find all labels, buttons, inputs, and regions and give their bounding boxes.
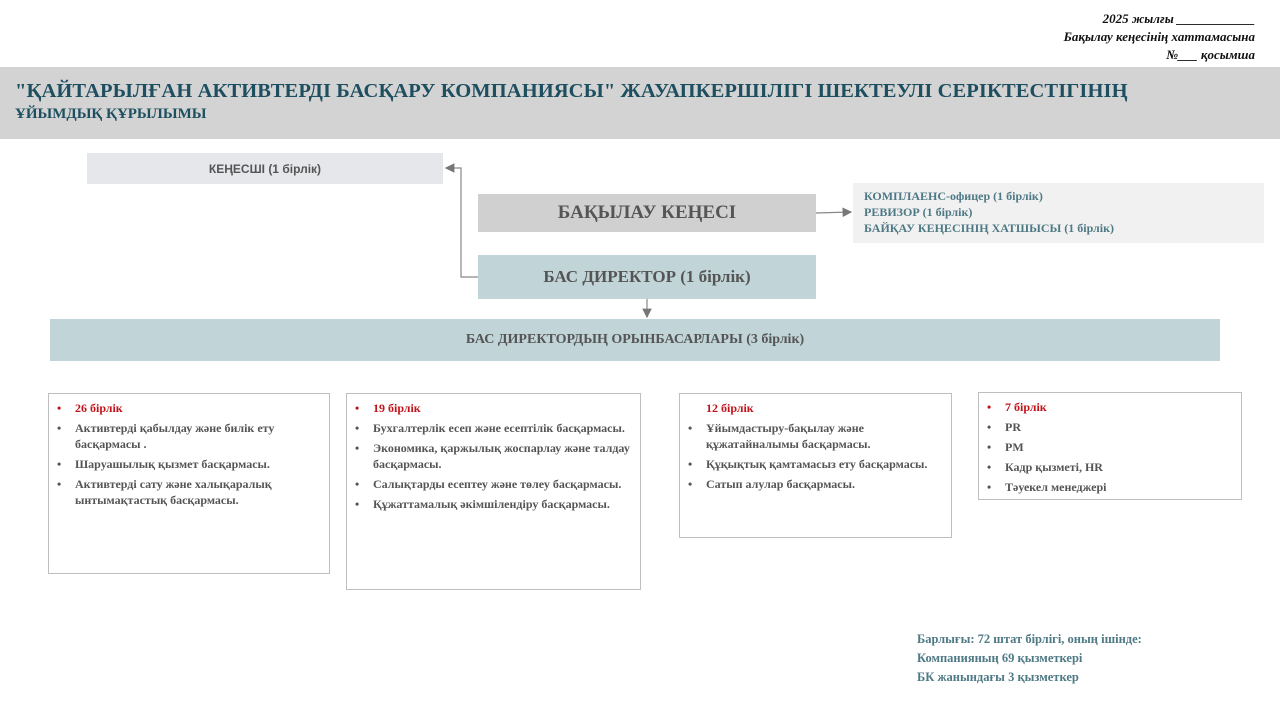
department-4-count: • 7 бірлік (987, 399, 1233, 415)
approval-note-protocol: Бақылау кеңесінің хаттамасына (1063, 29, 1255, 44)
department-box-4 (978, 392, 1242, 500)
board-members-box (853, 183, 1264, 243)
department-2-unit: • Бухгалтерлік есеп және есептілік басқармасы. (355, 420, 632, 436)
department-3-count: 12 бірлік (706, 401, 754, 415)
department-4-unit: • Тәуекел менеджері (987, 479, 1233, 495)
board-to-members-connector (816, 212, 851, 213)
department-2-unit: • Салықтарды есептеу және төлеу басқармасы. (355, 476, 632, 492)
approval-note-date: 2025 жылғы ____________ (1102, 11, 1255, 26)
staff-total-line: Барлығы: 72 штат бірлігі, оның ішінде: (917, 632, 1142, 646)
staff-company-line: Компанияның 69 қызметкері (917, 651, 1083, 665)
department-box-2 (346, 393, 641, 590)
department-3-unit: • Ұйымдастыру-бақылау және құжатайналымы басқармасы. (688, 420, 943, 452)
department-1-unit: • Активтерді қабылдау және билік ету басқармасы . (57, 420, 321, 452)
deputies-box: БАС ДИРЕКТОРДЫҢ ОРЫНБАСАРЛАРЫ (3 бірлік) (50, 319, 1220, 361)
ceo-box: БАС ДИРЕКТОР (1 бірлік) (478, 255, 816, 299)
department-4-unit: • PM (987, 439, 1233, 455)
compliance-officer: КОМПЛАЕНС-офицер (1 бірлік) (864, 189, 1043, 203)
auditor: РЕВИЗОР (1 бірлік) (864, 205, 973, 219)
department-box-1 (48, 393, 330, 574)
page-title: "ҚАЙТАРЫЛҒАН АКТИВТЕРДІ БАСҚАРУ КОМПАНИЯСЫ" ЖАУАПКЕРШІЛІГІ ШЕКТЕУЛІ СЕРІКТЕСТІГІНІҢ (15, 80, 1128, 102)
staff-total (917, 630, 1142, 687)
department-1-unit: • Шаруашылық қызмет басқармасы. (57, 456, 321, 472)
department-1-unit: • Активтерді сату және халықаралық ынтымақтастық басқармасы. (57, 476, 321, 508)
approval-note-annex: №___ қосымша (1166, 47, 1255, 62)
department-2-unit: • Құжаттамалық әкімшілендіру басқармасы. (355, 496, 632, 512)
department-3-unit: • Сатып алулар басқармасы. (688, 476, 943, 492)
department-2-unit: • Экономика, қаржылық жоспарлау және талдау басқармасы. (355, 440, 632, 472)
department-box-3 (679, 393, 952, 538)
department-3-unit: • Құқықтық қамтамасыз ету басқармасы. (688, 456, 943, 472)
department-4-unit: • PR (987, 419, 1233, 435)
board-secretary: БАЙҚАУ КЕҢЕСІНІҢ ХАТШЫСЫ (1 бірлік) (864, 221, 1114, 235)
department-1-count: • 26 бірлік (57, 400, 321, 416)
department-4-unit: • Кадр қызметі, HR (987, 459, 1233, 475)
ceo-to-advisor-connector (446, 168, 478, 277)
advisor-box: КЕҢЕСШІ (1 бірлік) (87, 153, 443, 184)
department-2-count: • 19 бірлік (355, 400, 632, 416)
page-subtitle: ҰЙЫМДЫҚ ҚҰРЫЛЫМЫ (15, 106, 207, 122)
staff-board-line: БК жанындағы 3 қызметкер (917, 670, 1079, 684)
supervisory-board-box: БАҚЫЛАУ КЕҢЕСІ (478, 194, 816, 232)
